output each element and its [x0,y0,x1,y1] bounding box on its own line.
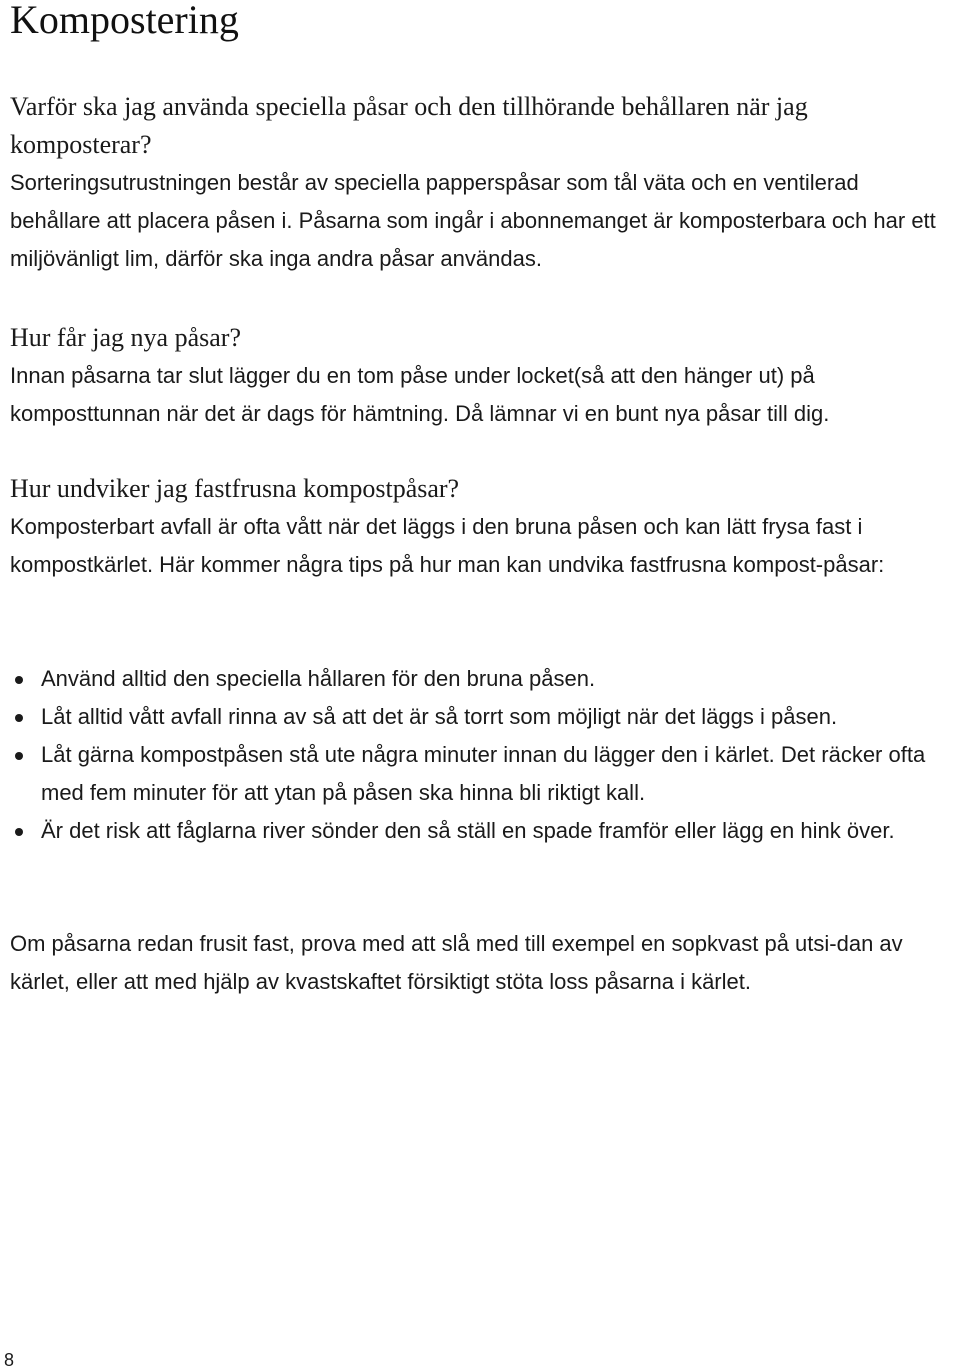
question-heading: Varför ska jag använda speciella påsar och den tillhörande behållaren när jag komposterar? [10,92,808,159]
question-heading: Hur undviker jag fastfrusna kompostpåsar? [10,474,460,503]
section-why-special-bags [10,88,955,278]
tip-text: Använd alltid den speciella hållaren för den bruna påsen. [41,666,596,691]
section-frozen-bags [10,470,955,584]
section-new-bags [10,319,955,433]
list-item [10,736,955,812]
list-item [10,698,955,736]
tip-text: Låt alltid vått avfall rinna av så att det är så torrt som möjligt när det läggs i påsen. [41,704,838,729]
answer-paragraph: Komposterbart avfall är ofta vått när det läggs i den bruna påsen och kan lätt frysa fast i kompostkärlet. Här kommer några tips på hur man kan undvika fastfrusna kompost-påsar: [10,514,885,577]
tip-text: Låt gärna kompostpåsen stå ute några minuter innan du lägger den i kärlet. Det räcker ofta med fem minuter för att ytan på påsen ska hinna bli riktigt kall. [41,742,926,805]
question-heading: Hur får jag nya påsar? [10,323,241,352]
closing-section [10,925,955,1001]
closing-paragraph: Om påsarna redan frusit fast, prova med att slå med till exempel en sopkvast på utsi-dan av kärlet, eller att med hjälp av kvastskaftet försiktigt stöta loss påsarna i kärlet. [10,931,903,994]
list-item [10,812,955,850]
page-number: 8 [4,1350,15,1370]
bullet-icon [15,752,23,760]
bullet-icon [15,714,23,722]
bullet-icon [15,676,23,684]
page-title: Kompostering [10,0,239,42]
tips-list [10,660,955,850]
answer-paragraph: Innan påsarna tar slut lägger du en tom påse under locket(så att den hänger ut) på komposttunnan när det är dags för hämtning. Då lämnar vi en bunt nya påsar till dig. [10,363,830,426]
list-item [10,660,955,698]
tip-text: Är det risk att fåglarna river sönder den så ställ en spade framför eller lägg en hink över. [41,818,895,843]
bullet-icon [15,828,23,836]
answer-paragraph: Sorteringsutrustningen består av speciella papperspåsar som tål väta och en ventilerad behållare att placera påsen i. Påsarna som ingår i abonnemanget är komposterbara och har ett miljövänligt lim, därför ska inga andra påsar användas. [10,170,936,271]
